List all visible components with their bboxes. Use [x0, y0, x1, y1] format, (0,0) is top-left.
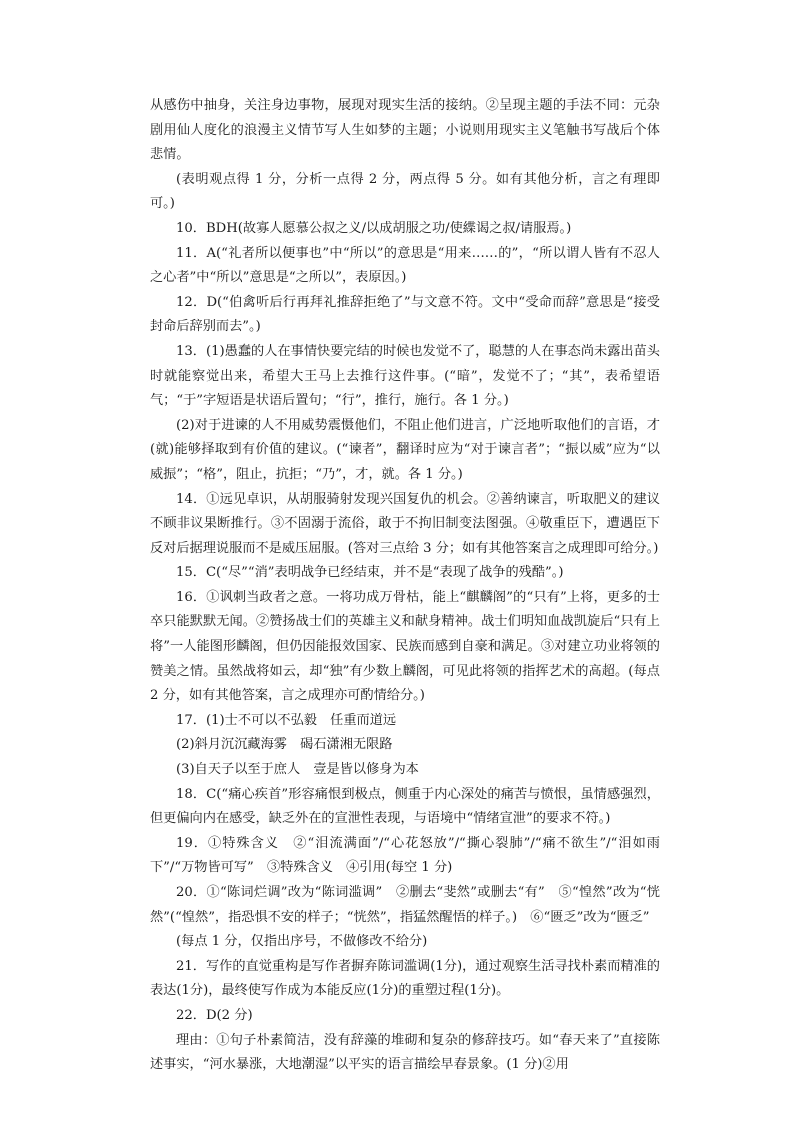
answer-17-line-2: (2)斜月沉沉藏海雾 碣石潇湘无限路: [176, 737, 393, 753]
answer-14: 14．①远见卓识，从胡服骑射发现兴国复仇的机会。②善纳谏言，听取肥义的建议不顾非议果断推行。③不固溺于流俗，敢于不拘旧制变法图强。④敬重臣下，遭遇臣下反对后据理说服而不是威压屈服。(答对三点给 3 分；如有其他答案言之成理即可给分。): [150, 491, 660, 556]
answer-21: 21．写作的直觉重构是写作者摒弃陈词滥调(1分)，通过观察生活寻找朴素而精准的表达(1分)，最终使写作成为本能反应(1分)的重塑过程(1分)。: [150, 958, 660, 999]
answer-13-part-1: 13．(1)愚蠢的人在事情快要完结的时候也发觉不了，聪慧的人在事态尚未露出苗头时就能察觉出来，希望大王马上去推行这件事。(“暗”，发觉不了；“其”，表希望语气；“于”字短语是状语后置句；“行”，推行，施行。各 1 分。): [150, 343, 660, 409]
answer-17-line-3: (3)自天子以至于庶人 壹是皆以修身为本: [176, 762, 419, 778]
answer-15: 15．C(“尽”“消”表明战争已经结束，并不是“表现了战争的残酷”。): [176, 565, 564, 581]
answer-19: 19．①特殊含义 ②“泪流满面”/“心花怒放”/“撕心裂肺”/“痛不欲生”/“泪如雨下”/“万物皆可写” ③特殊含义 ④引用(每空 1 分): [150, 835, 660, 876]
answer-13-part-2: (2)对于进谏的人不用威势震慑他们，不阻止他们进言，广泛地听取他们的言语，才(就)能够择取到有价值的建议。(“谏者”，翻译时应为“对于谏言者”；“振以威”应为“以威振”；“格”，阻止，抗拒；“乃”，才，就。各 1 分。): [150, 417, 660, 482]
paragraph-9-continued: 从感伤中抽身，关注身边事物，展现对现实生活的接纳。②呈现主题的手法不同：元杂剧用仙人度化的浪漫主义情节写人生如梦的主题；小说则用现实主义笔触书写战后个体悲情。: [150, 98, 660, 163]
answer-22-reason: 理由：①句子朴素简洁，没有辞藻的堆砌和复杂的修辞技巧。如“春天来了”直接陈述事实，“河水暴涨，大地潮湿”以平实的语言描绘早春景象。(1 分)②用: [150, 1032, 660, 1073]
answer-11: 11．A(“礼者所以便事也”中“所以”的意思是“用来……的”，“所以谓人皆有不忍人之心者”中“所以”意思是“之所以”，表原因。): [150, 245, 660, 286]
answer-20: 20．①“陈词烂调”改为“陈词滥调” ②删去“斐然”或删去“有” ⑤“惶然”改为“恍然”(“惶然”，指恐惧不安的样子；“恍然”，指猛然醒悟的样子。) ⑥“匮乏”改为“匮乏”: [150, 885, 660, 925]
paragraph-9-scoring-note: (表明观点得 1 分，分析一点得 2 分，两点得 5 分。如有其他分析，言之有理即可。): [150, 171, 660, 212]
answer-18: 18．C(“痛心疾首”形容痛恨到极点，侧重于内心深处的痛苦与愤恨，虽情感强烈，但更偏向内在感受，缺乏外在的宣泄性表现，与语境中“情绪宣泄”的要求不符。): [150, 786, 660, 827]
answer-key-page: [150, 94, 660, 1078]
answer-22: 22．D(2 分): [176, 1007, 253, 1023]
answer-10: 10．BDH(故寡人愿慕公叔之义/以成胡服之功/使緤谒之叔/请服焉。): [176, 220, 572, 236]
answer-17-line-1: 17．(1)士不可以不弘毅 任重而道远: [176, 712, 397, 728]
answer-12: 12．D(“伯禽听后行再拜礼推辞拒绝了”与文意不符。文中“受命而辞”意思是“接受封命后辞别而去”。): [150, 294, 660, 335]
answer-20-scoring-note: (每点 1 分，仅指出序号，不做修改不给分): [176, 934, 428, 950]
answer-16: 16．①讽刺当政者之意。一将功成万骨枯，能上“麒麟阁”的“只有”上将，更多的士卒只能默默无闻。②赞扬战士们的英雄主义和献身精神。战士们明知血战凯旋后“只有上将”一人能图形麟阁，但仍因能报效国家、民族而感到自豪和满足。③对建立功业将领的赞美之情。虽然战将如云，却“独”有少数上麟阁，可见此将领的指挥艺术的高超。(每点 2 分，如有其他答案，言之成理亦可酌情给分。): [150, 589, 660, 704]
